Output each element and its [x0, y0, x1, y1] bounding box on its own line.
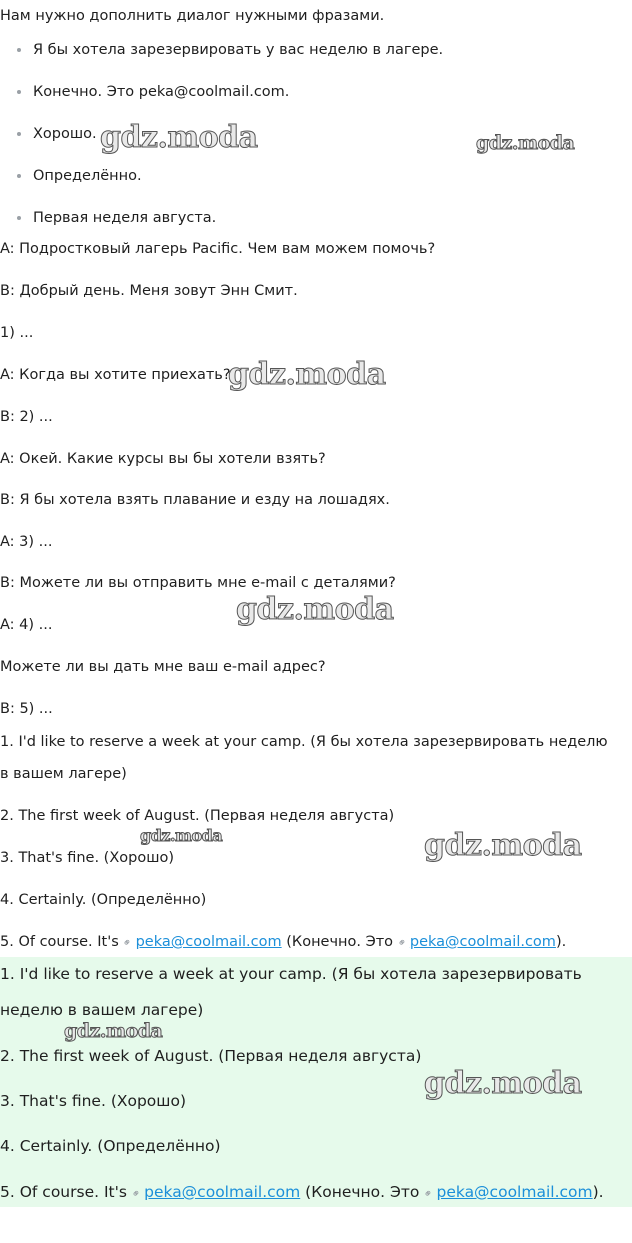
list-item: Определённо.: [33, 168, 142, 184]
answer-line: 1. I'd like to reserve a week at your camp. (Я бы хотела зарезервировать неделю: [0, 734, 608, 750]
list-item: Хорошо.: [33, 126, 97, 142]
answer-line: [0, 1182, 604, 1204]
list-item: Первая неделя августа.: [33, 210, 217, 226]
answer-line: 2. The first week of August. (Первая неделя августа): [0, 808, 395, 824]
answer-line: 4. Certainly. (Определённо): [0, 1137, 221, 1155]
email-link[interactable]: peka@coolmail.com: [436, 1183, 593, 1201]
answer-text: 5. Of course. It's: [0, 1183, 132, 1201]
dialog-line: A: 4) ...: [0, 617, 53, 633]
watermark: gdz.moda: [424, 828, 582, 863]
list-item: Конечно. Это peka@coolmail.com.: [33, 84, 290, 100]
answer-line: 1. I'd like to reserve a week at your camp. (Я бы хотела зарезервировать: [0, 965, 582, 983]
answer-line: 4. Certainly. (Определённо): [0, 892, 207, 908]
email-link[interactable]: peka@coolmail.com: [409, 934, 556, 950]
bullet-marker: [17, 132, 21, 136]
dialog-line: B: Я бы хотела взять плавание и езду на лошадях.: [0, 492, 390, 508]
email-link[interactable]: peka@coolmail.com: [135, 934, 282, 950]
watermark: gdz.moda: [140, 826, 223, 845]
dialog-line: A: Подростковый лагерь Pacific. Чем вам можем помочь?: [0, 241, 436, 257]
link-icon: ⚭: [128, 1185, 145, 1202]
watermark: gdz.moda: [236, 592, 394, 627]
answer-line: неделю в вашем лагере): [0, 1001, 204, 1019]
dialog-line: A: 3) ...: [0, 534, 53, 550]
dialog-line: B: Добрый день. Меня зовут Энн Смит.: [0, 283, 298, 299]
answer-line: 2. The first week of August. (Первая неделя августа): [0, 1047, 422, 1065]
dialog-line: B: 2) ...: [0, 409, 53, 425]
answer-line: 3. That's fine. (Хорошо): [0, 1092, 187, 1110]
bullet-marker: [17, 216, 21, 220]
answer-text: 5. Of course. It's: [0, 934, 124, 950]
answer-text: (Конечно. Это: [300, 1183, 425, 1201]
dialog-line: Можете ли вы дать мне ваш e-mail адрес?: [0, 659, 326, 675]
answer-line: [0, 932, 566, 953]
answer-text: ).: [555, 934, 567, 950]
dialog-line: B: 5) ...: [0, 701, 53, 717]
intro-text: Нам нужно дополнить диалог нужными фразами.: [0, 8, 385, 24]
link-icon: ⚭: [119, 934, 136, 951]
list-item: Я бы хотела зарезервировать у вас неделю в лагере.: [33, 42, 444, 58]
dialog-line: A: Окей. Какие курсы вы бы хотели взять?: [0, 451, 326, 467]
answer-text: ).: [592, 1183, 604, 1201]
watermark: gdz.moda: [424, 1066, 582, 1101]
watermark: gdz.moda: [228, 357, 386, 392]
watermark: gdz.moda: [476, 132, 575, 154]
bullet-marker: [17, 174, 21, 178]
link-icon: ⚭: [394, 934, 410, 951]
link-icon: ⚭: [420, 1185, 437, 1202]
dialog-line: A: Когда вы хотите приехать?: [0, 367, 231, 383]
answer-line: в вашем лагере): [0, 766, 127, 782]
watermark: gdz.moda: [64, 1020, 163, 1042]
answer-line: 3. That's fine. (Хорошо): [0, 850, 175, 866]
dialog-line: B: Можете ли вы отправить мне e-mail с деталями?: [0, 575, 396, 591]
bullet-marker: [17, 90, 21, 94]
answer-text: (Конечно. Это: [281, 934, 398, 950]
watermark: gdz.moda: [100, 120, 258, 155]
bullet-marker: [17, 48, 21, 52]
dialog-line: 1) ...: [0, 325, 34, 341]
email-link[interactable]: peka@coolmail.com: [144, 1183, 301, 1201]
